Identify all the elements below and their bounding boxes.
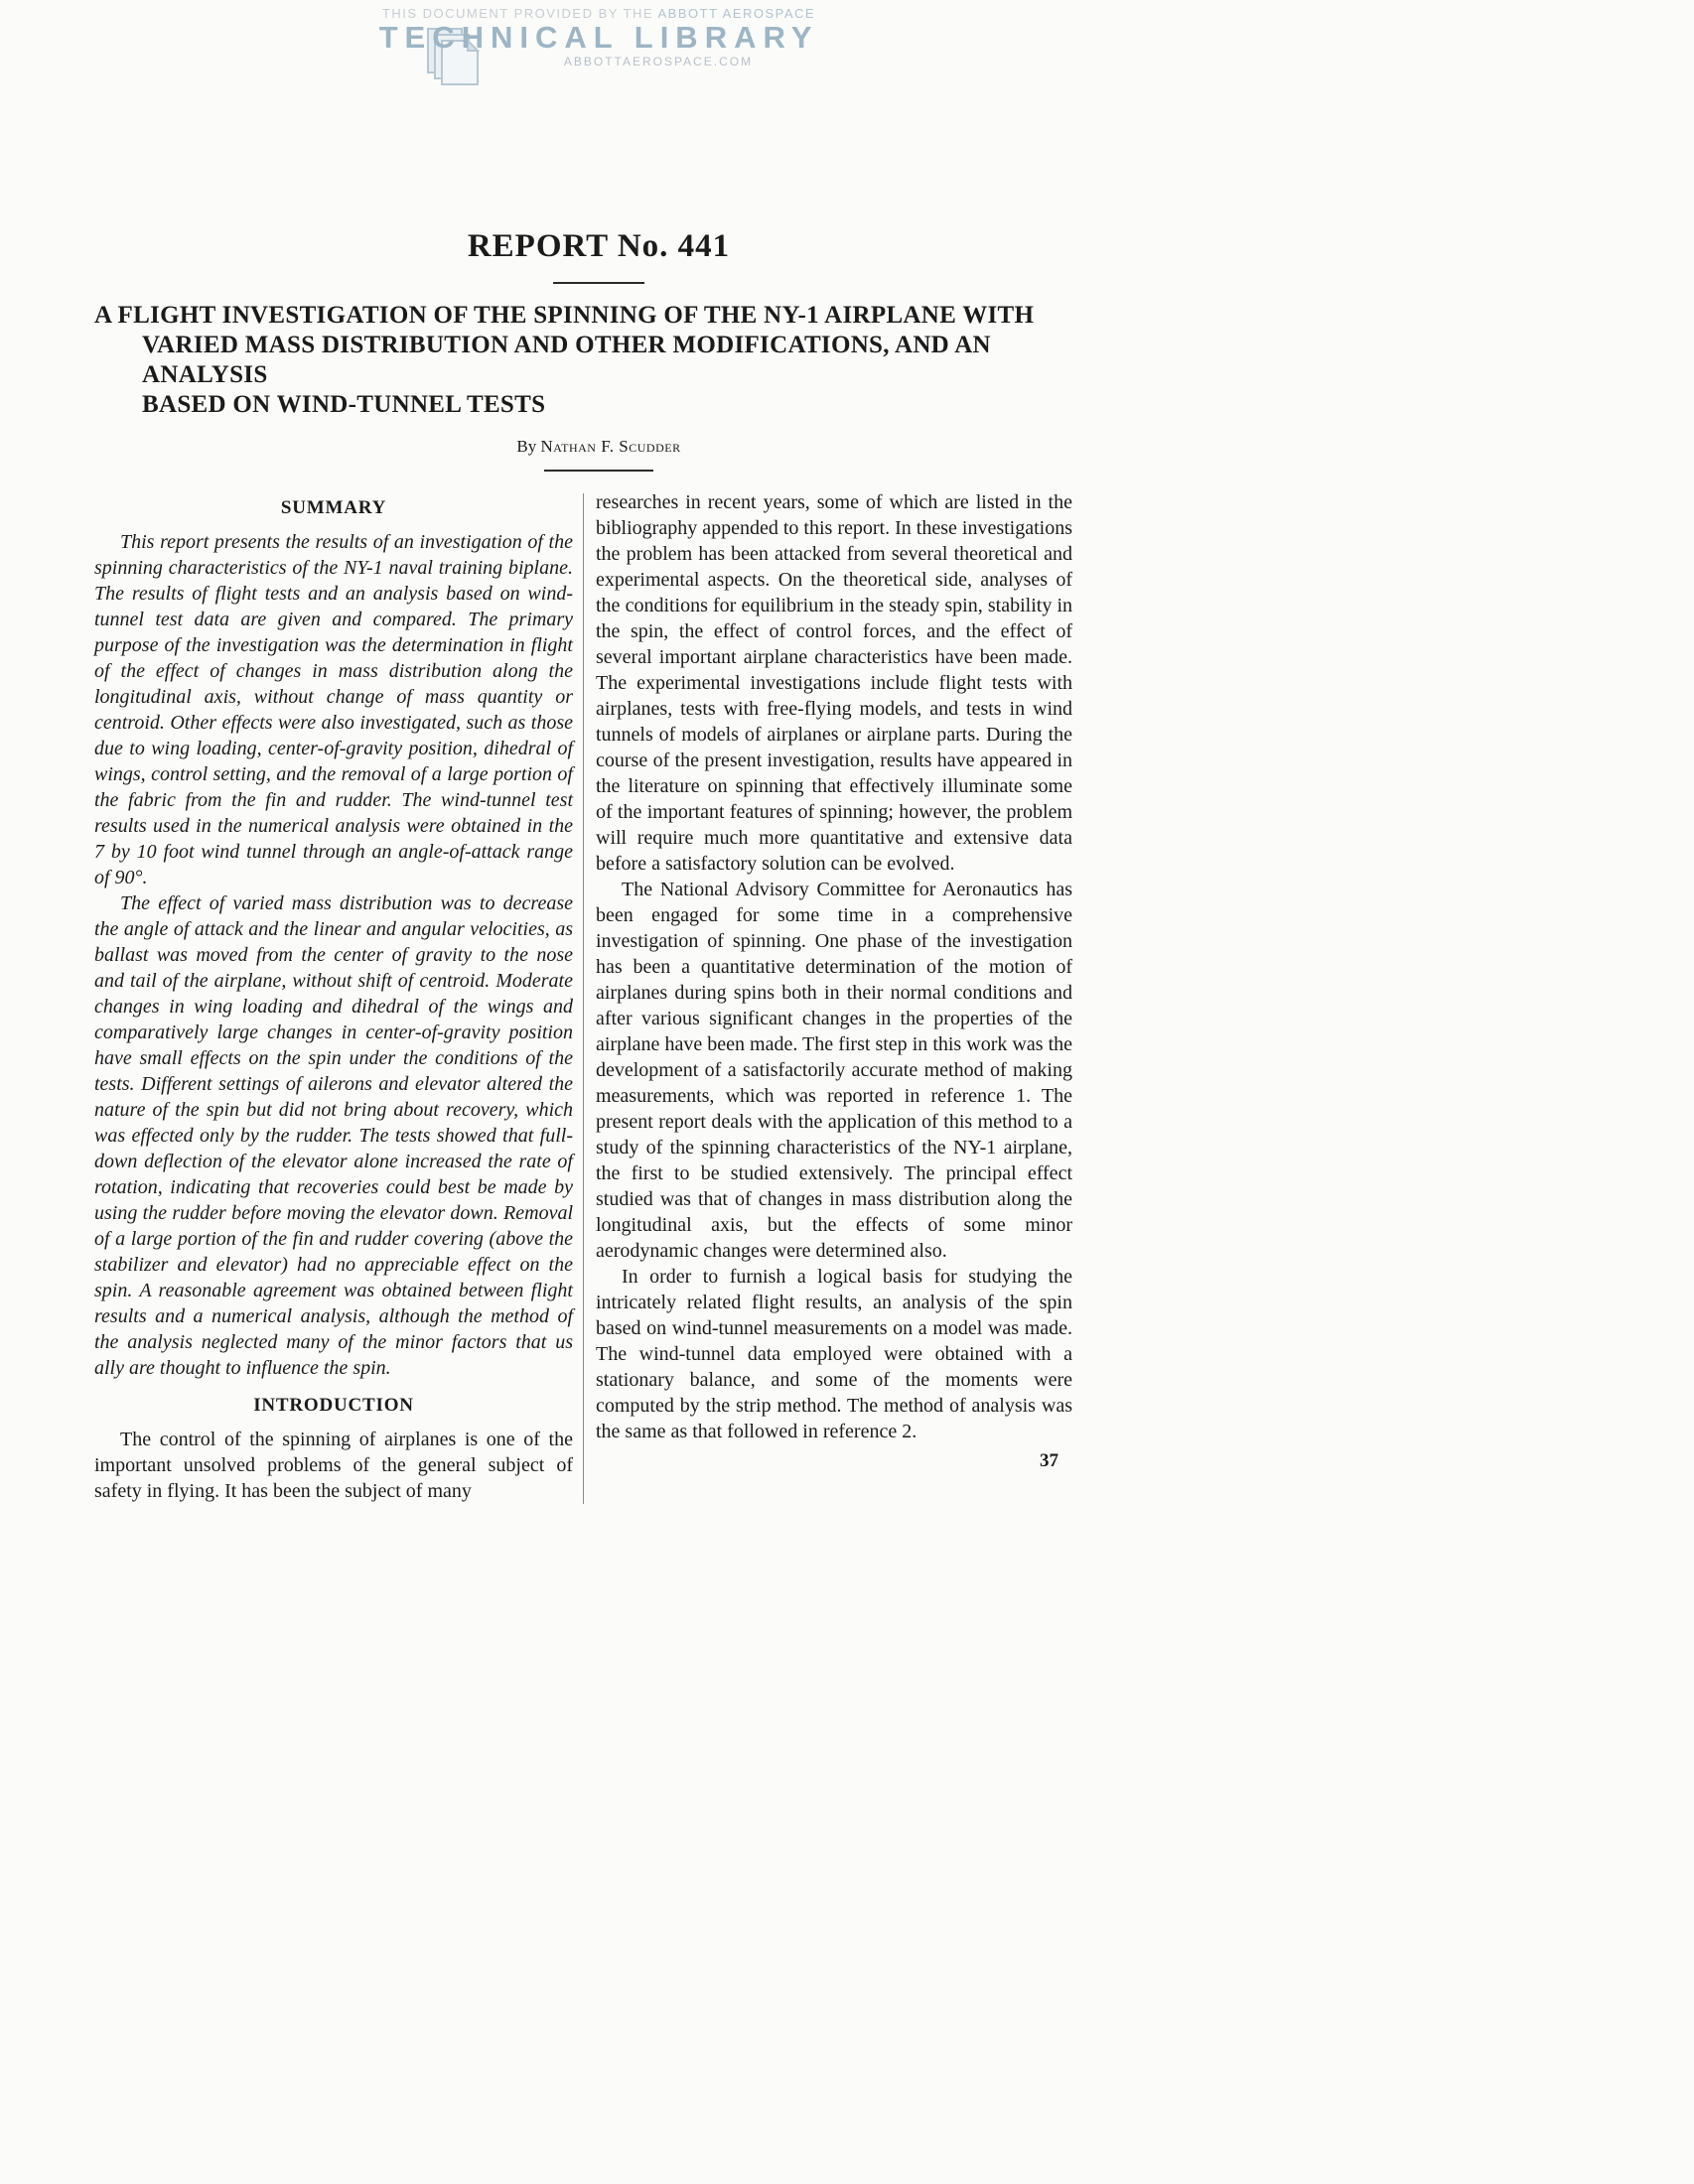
library-title-line bbox=[94, 21, 1103, 55]
summary-paragraph-2: The effect of varied mass distribution was to decrease the angle of attack and the linear and angular velocities, as ballast was moved from the center of gravity to the nose and tail of the airplane, without shift of centroid. Moderate changes in wing loading and dihedral of the wings and comparatively large changes in center-of-gravity position have small effects on the spin under the conditions of the tests. Different settings of ailerons and elevator altered the nature of the spin but did not bring about recovery, which was effected only by the rudder. The tests showed that full-down deflection of the elevator alone increased the rate of rotation, indicating that recoveries could best be made by using the rudder before moving the elevator down. Removal of a large portion of the fin and rudder covering (above the stabilizer and elevator) had no appreciable effect on the spin. A reasonable agreement was obtained between flight results and a numerical analysis, although the method of the analysis neglected many of the minor factors that us ally are thought to influence the spin. bbox=[94, 892, 573, 1379]
byline-divider bbox=[544, 470, 653, 472]
right-column bbox=[584, 489, 1072, 1504]
page-number: 37 bbox=[1040, 1450, 1059, 1471]
paper-title-line: A FLIGHT INVESTIGATION OF THE SPINNING OF THE NY-1 AIRPLANE WITH bbox=[94, 302, 1035, 329]
paper-title-line: VARIED MASS DISTRIBUTION AND OTHER MODIFICATIONS, AND AN ANALYSIS bbox=[142, 332, 991, 388]
title-divider bbox=[553, 282, 644, 284]
body-paragraph-2: The National Advisory Committee for Aeronautics has been engaged for some time in a comprehensive investigation of spinning. One phase of the investigation has been a quantitative determination of the motion of airplanes during spins both in their normal conditions and after various significant changes in the properties of the airplane have been made. The first step in this work was the development of a satisfactorily accurate method of making measurements, which was reported in reference 1. The present report deals with the application of this method to a study of the spinning characteristics of the NY-1 airplane, the first to be studied extensively. The principal effect studied was that of changes in mass distribution along the longitudinal axis, but the effects of some minor aerodynamic changes were determined also. bbox=[596, 879, 1072, 1262]
body-paragraph-1: researches in recent years, some of which are listed in the bibliography appended to this report. In these investigations the problem has been attacked from several theoretical and experimental aspects. On the theoretical side, analyses of the conditions for equilibrium in the steady spin, stability in the spin, the effect of control forces, and the effect of several important airplane characteristics have been made. The experimental investigations include flight tests with airplanes, tests with free-flying models, and tests in wind tunnels of models of airplanes or airplane parts. During the course of the present investigation, results have appeared in the literature on spinning that effectively illuminate some of the important features of spinning; however, the problem will require much more quantitative and extensive data before a satisfactory solution can be evolved. bbox=[596, 491, 1072, 875]
provided-by-text: THIS DOCUMENT PROVIDED BY THE bbox=[381, 6, 654, 21]
author-name: Nathan F. Scudder bbox=[540, 437, 681, 456]
byline-prefix: By bbox=[516, 437, 537, 456]
body-paragraph-3: In order to furnish a logical basis for studying the intricately related flight results, an analysis of the spin based on wind-tunnel measurements on a model was made. The wind-tunnel data employed were obtained with a stationary balance, and some of the moments were computed by the strip method. The method of analysis was the same as that followed in reference 2. bbox=[596, 1266, 1072, 1442]
introduction-paragraph: The control of the spinning of airplanes is one of the important unsolved problems of the general subject of safety in flying. It has been the subject of many bbox=[94, 1429, 573, 1502]
summary-paragraph-1: This report presents the results of an investigation of the spinning characteristics of the NY-1 naval training biplane. The results of flight tests and an analysis based on wind-tunnel test data are given and compared. The primary purpose of the investigation was the determination in flight of the effect of changes in mass distribution along the longitudinal axis, without change of mass quantity or centroid. Other effects were also investigated, such as those due to wing loading, center-of-gravity position, dihedral of wings, control setting, and the removal of a large portion of the fabric from the fin and rudder. The wind-tunnel test results used in the numerical analysis were obtained in the 7 by 10 foot wind tunnel through an angle-of-attack range of 90°. bbox=[94, 531, 573, 888]
byline bbox=[94, 437, 1103, 472]
org-name: ABBOTT AEROSPACE bbox=[657, 6, 816, 21]
library-header bbox=[94, 0, 1103, 83]
paper-title-line: BASED ON WIND-TUNNEL TESTS bbox=[142, 391, 546, 418]
report-number-title: REPORT No. 441 bbox=[467, 228, 731, 264]
summary-heading: SUMMARY bbox=[280, 497, 387, 518]
left-column bbox=[94, 489, 583, 1504]
two-column-body bbox=[94, 489, 1103, 1504]
document-page bbox=[94, 0, 1103, 1504]
library-url: ABBOTTAEROSPACE.COM bbox=[563, 55, 754, 68]
library-title: TECHNICAL LIBRARY bbox=[378, 20, 819, 55]
paper-title bbox=[94, 301, 1103, 420]
provided-by-line bbox=[94, 6, 1103, 21]
introduction-heading: INTRODUCTION bbox=[253, 1395, 414, 1416]
